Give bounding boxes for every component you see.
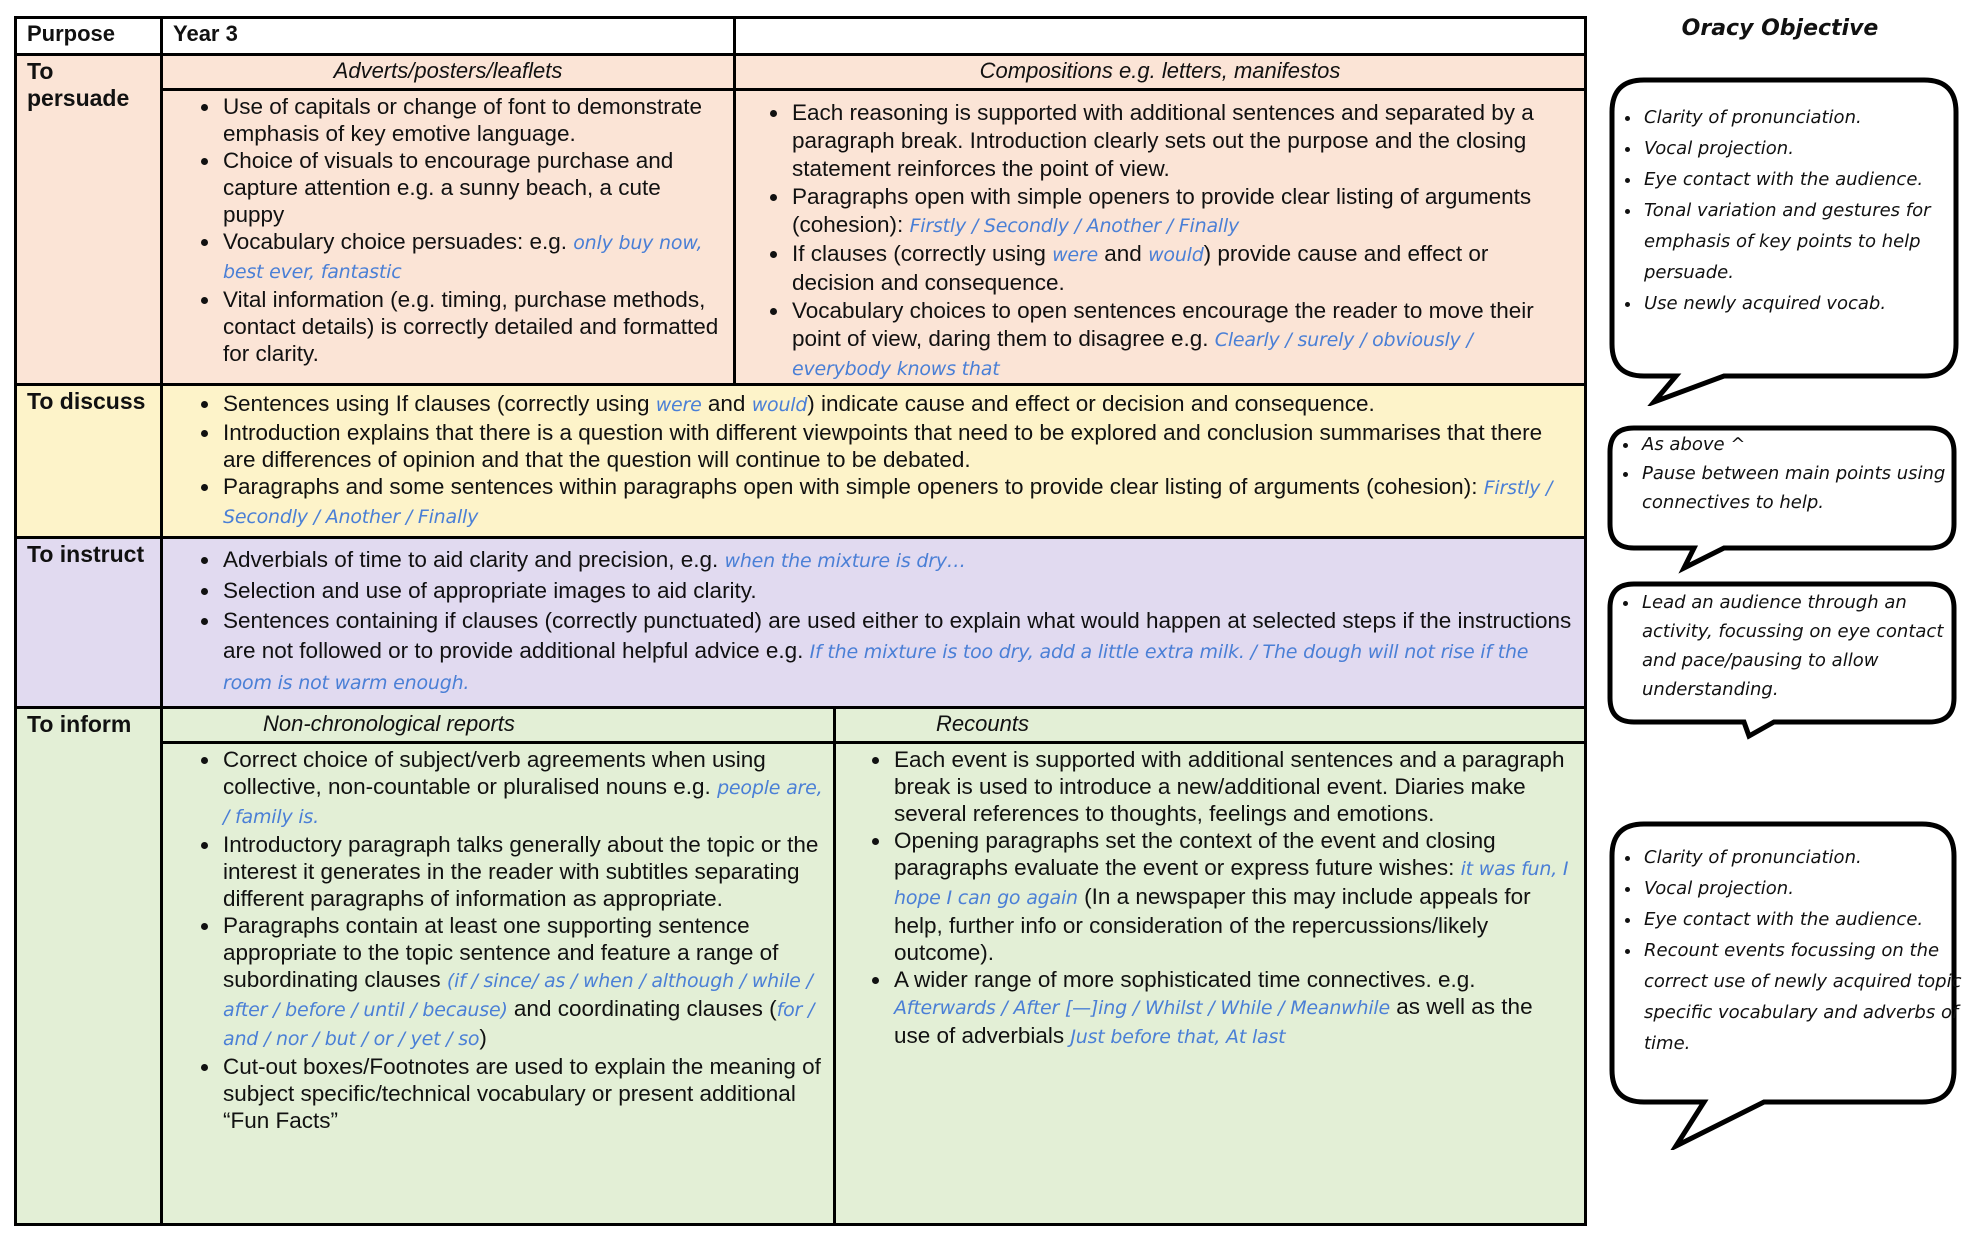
list-item: • Each reasoning is supported with additional sentences and separated by a paragraph break. Introduction clearly sets out the purpose and the closing statement reinforces the point of view. (790, 99, 1570, 183)
text: and (701, 391, 752, 416)
writing-purpose-table (14, 16, 1587, 1226)
list-item: • Lead an audience through an activity, focussing on eye contact and pace/pausing to allow understanding. (1640, 588, 1960, 704)
list-item: • Use of capitals or change of font to demonstrate emphasis of key emotive language. (221, 93, 725, 147)
list-item: • Vital information (e.g. timing, purchase methods, contact details) is correctly detailed and formatted for clarity. (221, 286, 725, 367)
text: ) indicate cause and effect or decision and consequence. (807, 391, 1375, 416)
text: Vocabulary choices to open sentences encourage the reader to move their point of view, daring them to disagree e.g. (792, 298, 1534, 351)
list-item: • Eye contact with the audience. (1642, 164, 1962, 195)
list-item (221, 228, 725, 286)
bubble-list (1612, 842, 1962, 1059)
list-item (221, 390, 1574, 419)
inform-col1 (162, 743, 835, 1225)
text: Vocabulary choice persuades: e.g. (223, 229, 574, 254)
list-item (221, 606, 1574, 698)
text: as well as the use of adverbials (894, 994, 1533, 1048)
text: Paragraphs contain at least one supporting sentence appropriate to the topic sentence and feature a range of subordinating clauses (223, 913, 779, 992)
speech-bubble-discuss (1604, 424, 1964, 574)
speech-bubble-instruct (1604, 580, 1964, 740)
list-item: • Use newly acquired vocab. (1642, 288, 1962, 319)
list-item (790, 240, 1570, 297)
list-item: • Pause between main points using connectives to help. (1640, 459, 1964, 517)
list-item (221, 912, 823, 1053)
text: ) provide cause and effect or decision and consequence. (792, 241, 1489, 295)
instruct-content (162, 538, 1586, 708)
example-text: when the mixture is dry… (724, 550, 966, 572)
text: and (1098, 241, 1149, 266)
text: Sentences containing if clauses (correctly punctuated) are used either to explain what would happen at selected steps if the instructions are not followed or to provide additional helpful advice e.g. (223, 608, 1572, 663)
inform-col1-title: Non-chronological reports (162, 708, 835, 743)
instruct-label: To instruct (16, 538, 162, 708)
persuade-col2 (735, 90, 1586, 385)
header-row (16, 18, 1586, 55)
example-text: people are, / family is. (223, 777, 823, 828)
example-text: (if / since/ as / when / although / while / after / before / until / because) (223, 970, 813, 1021)
example-text: would (751, 394, 808, 416)
example-text: only buy now, best ever, fantastic (223, 232, 703, 283)
list-item: • Vocal projection. (1642, 133, 1962, 164)
text: Sentences using If clauses (correctly using (223, 391, 656, 416)
example-text: were (1052, 244, 1099, 266)
discuss-row (16, 385, 1586, 538)
example-text: Just before that, At last (1070, 1026, 1286, 1048)
inform-label: To inform (16, 708, 162, 1225)
list-item (221, 545, 1574, 576)
blank-header (735, 18, 1586, 55)
list-item: • Each event is supported with additional sentences and a paragraph break is used to introduce a new/additional event. Diaries make several references to thoughts, feelings and emotions. (892, 746, 1574, 827)
list-item: • Clarity of pronunciation. (1642, 842, 1962, 873)
example-text: were (655, 394, 702, 416)
inform-title-row (16, 708, 1586, 743)
oracy-title: Oracy Objective (1681, 16, 1879, 41)
list-item: • Selection and use of appropriate images to aid clarity. (221, 576, 1574, 606)
text: (In a newspaper this may include appeals for help, further info or consideration of the repercussions/likely outcome). (894, 884, 1531, 965)
list-item: • Recount events focussing on the correct use of newly acquired topic specific vocabulary and adverbs of time. (1642, 935, 1962, 1059)
list-item: • Cut-out boxes/Footnotes are used to explain the meaning of subject specific/technical vocabulary or present additional “Fun Facts” (221, 1053, 823, 1134)
list-item: • As above ^ (1640, 430, 1964, 459)
bubble-list (1612, 102, 1962, 319)
persuade-title-row (16, 55, 1586, 90)
discuss-content (162, 385, 1586, 538)
list-item (221, 746, 823, 831)
bubble-list (1610, 430, 1964, 517)
list-item: • Choice of visuals to encourage purchase and capture attention e.g. a sunny beach, a cute puppy (221, 147, 725, 228)
list-item: • Tonal variation and gestures for emphasis of key points to help persuade. (1642, 195, 1962, 288)
persuade-col1 (162, 90, 735, 385)
list-item (892, 827, 1574, 966)
list-item (790, 297, 1570, 383)
list-item: • Eye contact with the audience. (1642, 904, 1962, 935)
bubble-list (1610, 588, 1960, 704)
list-item: • Vocal projection. (1642, 873, 1962, 904)
inform-col2-title: Recounts (835, 708, 1586, 743)
text: Paragraphs and some sentences within paragraphs open with simple openers to provide clear listing of arguments (cohesion): (223, 474, 1484, 499)
text: Adverbials of time to aid clarity and precision, e.g. (223, 547, 725, 572)
list-item (221, 473, 1574, 531)
year-header: Year 3 (162, 18, 735, 55)
example-text: If the mixture is too dry, add a little extra milk. / The dough will not rise if the room is not warm enough. (223, 641, 1529, 694)
speech-bubble-persuade (1604, 76, 1964, 406)
example-text: would (1148, 244, 1204, 266)
instruct-row (16, 538, 1586, 708)
inform-col2 (835, 743, 1586, 1225)
text: If clauses (correctly using (792, 241, 1053, 266)
list-item: • Introduction explains that there is a question with different viewpoints that need to be explored and conclusion summarises that there are differences of opinion and that the question will continue to be debated. (221, 419, 1574, 473)
discuss-label: To discuss (16, 385, 162, 538)
text: Opening paragraphs set the context of the event and closing paragraphs evaluate the event or express future wishes: (894, 828, 1496, 880)
text: Correct choice of subject/verb agreements when using collective, non-countable or pluralised nouns e.g. (223, 747, 766, 799)
text: A wider range of more sophisticated time connectives. e.g. (894, 967, 1476, 992)
example-text: Clearly / surely / obviously / everybody knows that (792, 329, 1473, 380)
list-item: • Clarity of pronunciation. (1642, 102, 1962, 133)
list-item: • Introductory paragraph talks generally about the topic or the interest it generates in the reader with subtitles separating different paragraphs of information as appropriate. (221, 831, 823, 912)
text: Paragraphs open with simple openers to provide clear listing of arguments (cohesion): (792, 184, 1532, 237)
inform-content-row (16, 743, 1586, 1225)
example-text: for / and / nor / but / or / yet / so (223, 999, 815, 1050)
example-text: Firstly / Secondly / Another / Finally (223, 477, 1553, 528)
example-text: it was fun, I hope I can go again (894, 858, 1569, 909)
example-text: Firstly / Secondly / Another / Finally (909, 215, 1240, 237)
purpose-header: Purpose (16, 18, 162, 55)
text: and coordinating clauses ( (507, 996, 777, 1021)
text: ) (479, 1025, 487, 1050)
list-item (790, 183, 1570, 240)
speech-bubble-inform (1604, 820, 1964, 1150)
persuade-col1-title: Adverts/posters/leaflets (162, 55, 735, 90)
persuade-label: To persuade (16, 55, 162, 385)
persuade-col2-title: Compositions e.g. letters, manifestos (735, 55, 1586, 90)
list-item (892, 966, 1574, 1051)
example-text: Afterwards / After [—]ing / Whilst / While / Meanwhile (894, 997, 1391, 1019)
persuade-content-row (16, 90, 1586, 385)
oracy-panel (1600, 0, 1964, 1246)
